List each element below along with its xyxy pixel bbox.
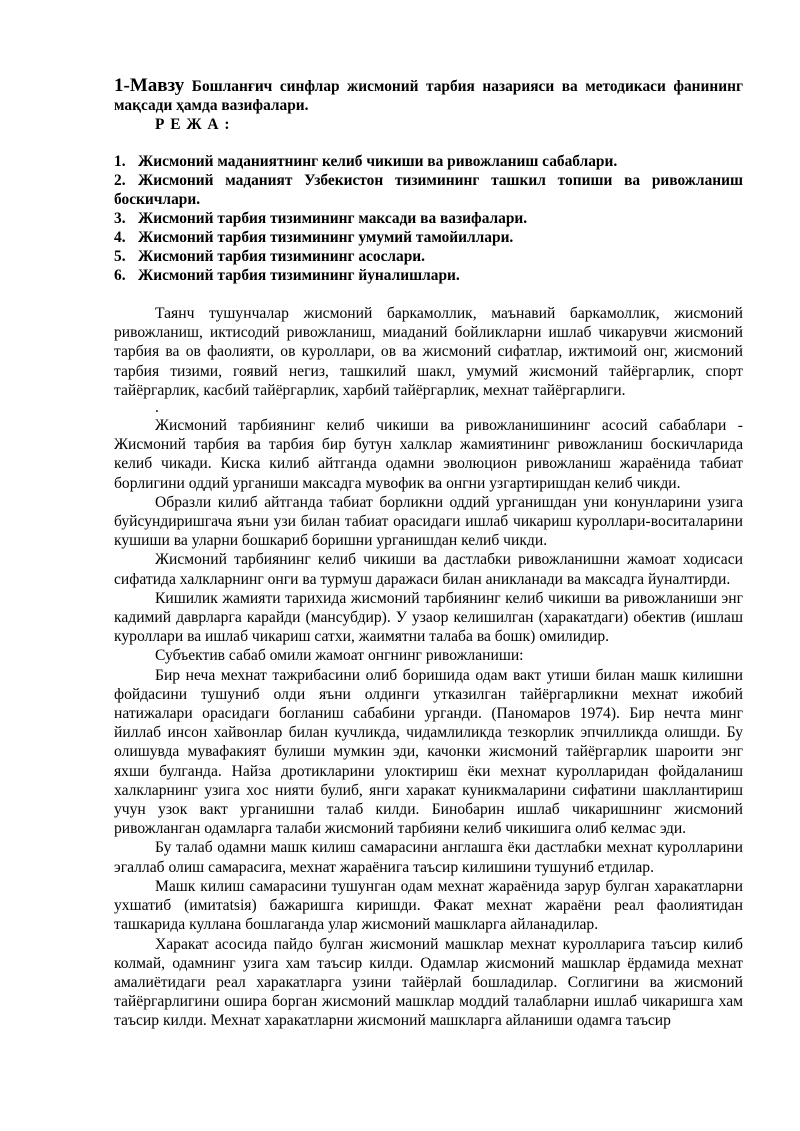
topic-title: [114, 76, 743, 115]
paragraph: Образли килиб айтганда табиат борликни оддий урганишдан уни конунларини узига буйсундиришгача яъни узи билан табиат орасидаги ишлаб чикариш куроллари-воситаларини кушиши ва уларни бошкариб боришни урганишдан келиб чикди.: [114, 493, 743, 550]
paragraph: Кишилик жамияти тарихида жисмоний тарбиянинг келиб чикиши ва ривожланиши энг кадимий даврларга карайди (мансубдир). У узаор келишилган (харакатдаги) обектив (ишлаш куроллари ва ишлаб чикариш сатхи, жаимятни талаба ва бошк) омилидир.: [114, 589, 743, 646]
paragraph: Бир неча мехнат тажрибасини олиб боришида одам вакт утиши билан машк килишни фойдасини тушуниб олди яъни олдинги утказилган тайёргарликни мехнат ижобий натижалари орасидаги богланиш сабабини урганди. (Паномаров 1974). Бир нечта минг йиллаб инсон хайвонлар билан кучликда, чидамлиликда тезкорлик эпчилликда олишди. Бу олишувда мувафакият булиши мумкин эди, качонки жисмоний тайёргарлик шароити энг яхши булганда. Найза дротикларини улоктириш ёки мехнат куролларидан фойдаланиш халкларнинг узига хос нияти булиб, янги харакат куникмаларини сифатини шакллантириш учун узок вакт урганишни талаб килди. Бинобарин ишлаб чикаришнинг жисмоний ривожланган одамларга талаби жисмоний тарбияни келиб чикишига олиб келмас эди.: [114, 666, 743, 838]
paragraph: Жисмоний тарбиянинг келиб чикиши ва дастлабки ривожланишни жамоат ходисаси сифатида халкларнинг онги ва турмуш даражаси билан аникланади ва максадга йуналтирди.: [114, 551, 743, 588]
paragraph: Харакат асосида пайдо булган жисмоний машклар мехнат куролларига таъсир килиб колмай, одамнинг узига хам таъсир килди. Одамлар жисмоний машклар ёрдамида мехнат амалиётидаги реал харакатларга узини тайёрлай бошладилар. Соглигини ва жисмоний тайёргарлигини ошира борган жисмоний машклар моддий талабларни ишлаб чикаришга хам таъсир килди. Мехнат харакатларни жисмоний машкларга айланиши одамга таъсир: [114, 935, 743, 1030]
plan-item: 1. Жисмоний маданиятнинг келиб чикиши ва ривожланиш сабаблари.: [114, 153, 618, 170]
plan-item: 2. Жисмоний маданият Узбекистон тизимининг ташкил топиши ва ривожланиш боскичлари.: [114, 172, 743, 208]
plan-label: Р Е Ж А :: [155, 116, 231, 133]
paragraph: Бу талаб одамни машк килиш самарасини англашга ёки дастлабки мехнат куролларини эгаллаб олиш самарасига, мехнат жараёнига таъсир килишини тушуниб етдилар.: [114, 839, 743, 876]
paragraph: Машк килиш самарасини тушунган одам мехнат жараёнида зарур булган харакатларни ухшатиб (имитatsiя) бажаришга киришди. Факат мехнат жараёни реал фаолиятидан ташкарида куллана бошлаганда улар жисмоний машкларга айланадилар.: [114, 877, 743, 934]
paragraph: Жисмоний тарбиянинг келиб чикиши ва ривожланишининг асосий сабаблари - Жисмоний тарбия ва тарбия бир бутун халклар жамиятининг ривожланиш боскичларида келиб чикади. Киска килиб айтганда одамни эволюцион ривожланиш жараёнида табиат борлигини оддий урганиши максадга мувофик ва онгни узгартиришдан келиб чикди.: [114, 417, 743, 492]
paragraph: Субъектив сабаб омили жамоат онгнинг ривожланиши:: [155, 647, 524, 665]
plan-item: 5. Жисмоний тарбия тизимининг асослари.: [114, 248, 426, 265]
plan-item: 3. Жисмоний тарбия тизимининг максади ва вазифалари.: [114, 210, 528, 227]
plan-item: 6. Жисмоний тарбия тизимининг йуналишлари.: [114, 267, 460, 284]
topic-number: 1-Мавзу: [114, 75, 185, 96]
plan-list: [114, 152, 743, 285]
paragraph-key-concepts: Таянч тушунчалар жисмоний баркамоллик, маънавий баркамоллик, жисмоний ривожланиш, иктисодий ривожланиш, миаданий бойликларни ишлаб чикарувчи жисмоний тарбия ва ов фаолияти, ов куроллари, ов ва жисмоний сифатлар, ижтимоий онг, жисмоний тарбия тизими, гоявий негиз, ташкилий шакл, умумий жисмоний тайёргарлик, спорт тайёргарлик, касбий тайёргарлик, харбий тайёргарлик, мехнат тайёргарлиги.: [114, 305, 743, 399]
plan-item: 4. Жисмоний тарбия тизимининг умумий тамойиллари.: [114, 229, 514, 246]
stray-dot: .: [155, 399, 159, 417]
topic-heading: Бошланғич синфлар жисмоний тарбия назарияси ва методикаси фанининг мақсади ҳамда вазифалари.: [114, 78, 743, 114]
